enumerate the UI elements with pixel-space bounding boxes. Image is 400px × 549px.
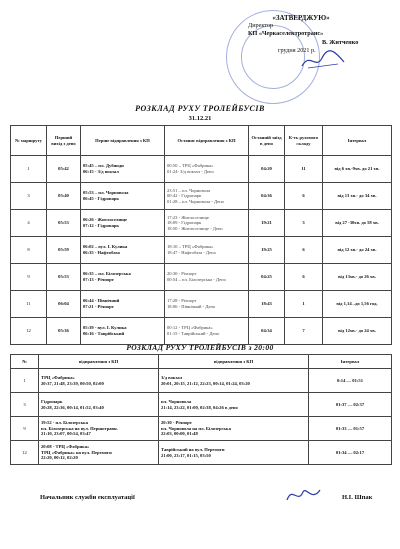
table-row: [11, 441, 392, 465]
first-departure-line: 06:26 - Житлоселище: [83, 217, 128, 223]
first-departure-line: 06:45 - Гідропарк: [83, 196, 120, 201]
first-exit: 05:59: [47, 237, 81, 264]
departure-line: пл. Чорновола на пл. Білозерська: [161, 425, 231, 431]
schedule-title: РОЗКЛАД РУХУ ТРОЛЕЙБУСІВ: [135, 104, 265, 113]
col-last-return: Останній заїзд в депо: [249, 126, 285, 156]
last-departure-line: 01:15 - Таврійський - Депо: [167, 331, 220, 336]
last-departure-line: 20:30 - Річпорт: [167, 271, 197, 277]
schedule-header-row: [11, 126, 392, 156]
route-number: 4: [11, 210, 47, 237]
col-evening-interval: Інтервал: [309, 355, 392, 369]
evening-interval: 01:33 — 01:57: [309, 417, 392, 441]
last-departure: [165, 156, 249, 183]
departure-line: 21:00, 23:17, 01:15, 03:50: [161, 452, 211, 458]
departure-line: 20:37, 21:48, 23:39, 00:50, 02:00: [41, 380, 104, 386]
evening-from-b: [159, 393, 309, 417]
interval: від 12 хв.- до 24 хв.: [323, 237, 392, 264]
first-departure: [81, 264, 165, 291]
interval: від 27 -30хв. до 58 хв.: [323, 210, 392, 237]
departure-line: З/д вокзал: [161, 374, 183, 380]
last-departure: [165, 237, 249, 264]
last-departure-line: 01:28 – пл. Чорновола - Депо: [167, 198, 224, 204]
evening-from-b: [159, 369, 309, 393]
col-first-exit: Перший вихід з депо: [47, 126, 81, 156]
departure-line: 20:01, 20:15, 21:12, 22:23, 00:14, 01:24, 03:20: [161, 380, 250, 386]
col-evening-route: №: [11, 355, 39, 369]
evening-interval: 01:34 — 02:17: [309, 441, 392, 465]
evening-schedule-title: РОЗКЛАД РУХУ ТРОЛЕЙБУСІВ з 20:00: [126, 343, 274, 352]
departure-line: 22:20, 00:12, 02:20: [41, 455, 78, 461]
last-departure-line: 00:54 – пл. Білозерська - Депо: [167, 277, 226, 282]
last-departure-line: 17:23 - Житлоселище: [167, 214, 209, 220]
evening-from-b: [159, 441, 309, 465]
last-departure-line: 00:12 - ТРЦ «Фабрика»: [167, 325, 213, 331]
first-departure: [81, 210, 165, 237]
last-departure: [165, 291, 249, 318]
departure-line: 21:10, 23:07, 00:54, 03:47: [41, 431, 91, 437]
last-return: 04:20: [249, 156, 285, 183]
vehicle-count: 6: [285, 183, 323, 210]
departure-line: 19:52 - пл. Білозерська: [41, 420, 89, 426]
departure-line: 20:30 - Річпорт: [161, 420, 192, 426]
schedule-date: 31.12.21: [188, 115, 212, 122]
first-departure-line: 06:35 - Нафтобаза: [83, 250, 120, 255]
table-row: [11, 369, 392, 393]
table-row: [11, 393, 392, 417]
evening-header-row: [11, 355, 392, 369]
evening-from-a: [39, 417, 159, 441]
evening-route-number: 1: [11, 369, 39, 393]
last-departure-line: 18:09 - Гідропарк: [167, 220, 202, 226]
approval-title: «ЗАТВЕРДЖУЮ»: [272, 14, 330, 22]
interval: від 13хв.- до 26 хв.: [323, 264, 392, 291]
last-return: 18:43: [249, 291, 285, 318]
table-row: [11, 291, 392, 318]
last-departure-line: 23:51 – пл. Чорновола: [167, 187, 211, 193]
evening-interval: 0:14 — 01:51: [309, 369, 392, 393]
last-return: 04:36: [249, 183, 285, 210]
first-departure-line: 06:35 – пл. Білозерська: [83, 271, 131, 277]
first-departure: [81, 237, 165, 264]
col-vehicle-count: К-ть рухомого складу: [285, 126, 323, 156]
evening-schedule-table: [10, 354, 392, 465]
interval: від 13 хв.- до 34 хв.: [323, 183, 392, 210]
last-departure: [165, 183, 249, 210]
first-departure-line: 07:12 - Гідропарк: [83, 223, 120, 228]
evening-interval: 01:37 — 02:37: [309, 393, 392, 417]
first-departure: [81, 183, 165, 210]
table-row: [11, 183, 392, 210]
vehicle-count: 11: [285, 156, 323, 183]
vehicle-count: 3: [285, 210, 323, 237]
last-departure-line: 18:06 - Північний - Депо: [167, 304, 216, 309]
interval: від 1,14 –до 1,56 год.: [323, 291, 392, 318]
first-departure-line: 07:13 - Річпорт: [83, 277, 114, 282]
first-departure-line: 05:53 – пл. Чорновола: [83, 190, 129, 196]
last-departure-line: 18:10 – ТРЦ «Фабрика»: [167, 244, 214, 250]
table-row: [11, 318, 392, 345]
last-return: 04:34: [249, 318, 285, 345]
table-row: [11, 417, 392, 441]
col-first-departure: Перше відправлення з КП: [81, 126, 165, 156]
departure-line: 20:28, 22:36, 00:14, 01:52, 03:40: [41, 404, 104, 410]
route-number: 9: [11, 264, 47, 291]
last-departure-line: 18:47 - Нафтобаза - Депо: [167, 250, 216, 255]
first-exit: 05:36: [47, 318, 81, 345]
departure-line: пл. Білозерська на вул. Першотравн.: [41, 425, 118, 431]
last-departure-line: 17:28 - Річпорт: [167, 298, 197, 304]
footer-name: Н.І. Шпак: [342, 494, 373, 501]
col-last-departure: Останнє відправлення з КП: [165, 126, 249, 156]
table-row: [11, 156, 392, 183]
evening-from-a: [39, 369, 159, 393]
first-departure-line: 07:21 - Річпорт: [83, 304, 114, 309]
last-departure-line: 18:50 - Житлоселище - Депо: [167, 225, 223, 231]
first-exit: 05:53: [47, 264, 81, 291]
route-number: 3: [11, 183, 47, 210]
vehicle-count: 7: [285, 318, 323, 345]
first-departure-line: 05:45 – пл. Дубинди: [83, 163, 124, 169]
last-departure: [165, 264, 249, 291]
last-departure-line: 00:42 - Гідропарк: [167, 193, 202, 199]
route-number: 8: [11, 237, 47, 264]
col-interval: Інтервал: [323, 126, 392, 156]
approval-line-name: В. Житченко: [322, 38, 359, 46]
first-exit: 06:04: [47, 291, 81, 318]
last-departure-line: 01:24- З/д вокзал - Депо: [167, 169, 214, 174]
vehicle-count: 6: [285, 237, 323, 264]
table-row: [11, 237, 392, 264]
interval: від 12хв.- до 24 хв.: [323, 318, 392, 345]
evening-route-number: 12: [11, 441, 39, 465]
last-return: 04:25: [249, 264, 285, 291]
departure-line: ТРЦ «Фабрика» на вул. Перемоги: [41, 449, 112, 455]
last-departure: [165, 210, 249, 237]
route-number: 12: [11, 318, 47, 345]
first-departure: [81, 156, 165, 183]
vehicle-count: 6: [285, 264, 323, 291]
approval-line-director: Директор: [248, 22, 274, 30]
departure-line: 20:08 - ТРЦ «Фабрика»: [41, 444, 90, 450]
approval-line-org: КП «Черкаселектротранс»: [248, 30, 324, 38]
col-evening-from-b: відправлення з КП: [159, 355, 309, 369]
last-departure-line: 00:50 – ТРЦ «Фабрика»: [167, 163, 214, 169]
last-return: 19:21: [249, 210, 285, 237]
first-departure-line: 05:39 - вул. І. Кулика: [83, 325, 127, 331]
col-evening-from-a: відправлення з КП: [39, 355, 159, 369]
first-departure-line: 06:44 - Північний: [83, 298, 120, 304]
route-number: 1: [11, 156, 47, 183]
first-departure: [81, 291, 165, 318]
schedule-table: [10, 125, 392, 345]
evening-route-number: 3: [11, 393, 39, 417]
approval-line-date: грудня 2021 р.: [278, 46, 316, 54]
col-route: № маршруту: [11, 126, 47, 156]
first-departure-line: 06:02 – вул. І. Кулика: [83, 244, 128, 250]
evening-route-number: 9: [11, 417, 39, 441]
departure-line: Таврійський на вул. Перемоги: [161, 446, 225, 452]
vehicle-count: 1: [285, 291, 323, 318]
first-exit: 05:42: [47, 156, 81, 183]
departure-line: пл. Чорновола: [161, 398, 192, 404]
last-return: 19:25: [249, 237, 285, 264]
first-departure: [81, 318, 165, 345]
departure-line: ТРЦ «Фабрика»: [41, 374, 75, 380]
departure-line: 22:03, 00:00, 01:48: [161, 431, 198, 437]
last-departure: [165, 318, 249, 345]
evening-from-b: [159, 417, 309, 441]
first-exit: 05:40: [47, 183, 81, 210]
interval: від 6 хв.-9хв. до 21 хв.: [323, 156, 392, 183]
signature-chief: [284, 484, 324, 506]
departure-line: Гідропарк: [41, 398, 63, 404]
departure-line: 21:14, 23:22, 01:00, 02:38, 04:26 в депо: [161, 404, 238, 410]
first-departure-line: 06:16 - Таврійський: [83, 331, 125, 336]
first-exit: 05:53: [47, 210, 81, 237]
table-row: [11, 210, 392, 237]
evening-from-a: [39, 393, 159, 417]
first-departure-line: 06:15 - З/д вокзал: [83, 169, 119, 174]
evening-from-a: [39, 441, 159, 465]
route-number: 11: [11, 291, 47, 318]
approval-block: [212, 14, 390, 55]
table-row: [11, 264, 392, 291]
footer-position: Начальник служби експлуатації: [40, 494, 135, 501]
